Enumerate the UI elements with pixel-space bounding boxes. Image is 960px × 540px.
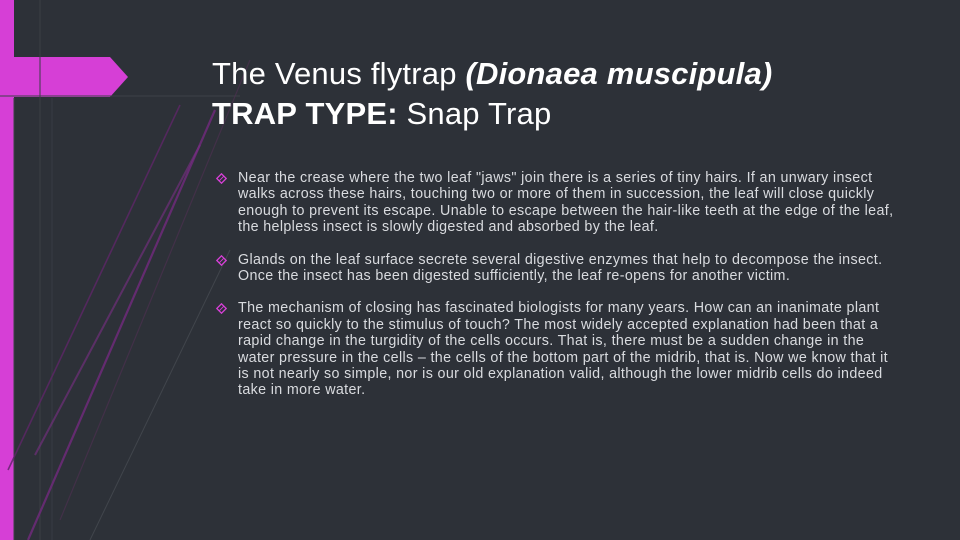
slide-title [212, 54, 912, 134]
bullet-text: The mechanism of closing has fascinated biologists for many years. How can an inanimate plant react so quickly to the stimulus of touch? The most widely accepted explanation had been that a rapid change in the turgidity of the cells occurs. That is, there must be a sudden change in the water pressure in the cells – the cells of the bottom part of the midrib, that is. Now we know that it is not nearly so simple, nor is our old explanation valid, although the lower midrib cells do indeed take in more water. [238, 300, 888, 399]
deco-diagonal-line [8, 105, 180, 470]
bullet-item [214, 252, 894, 285]
bullet-list [214, 170, 894, 415]
diamond-bullet-icon [216, 303, 227, 314]
bullet-item [214, 300, 894, 398]
title-line-2 [212, 94, 912, 134]
diamond-bullet-icon [216, 173, 227, 184]
title-common-name: The Venus flytrap [212, 56, 466, 91]
bullet-text: Near the crease where the two leaf "jaws" join there is a series of tiny hairs. If an unwary insect walks across these hairs, touching two or more of them in succession, the leaf will close quickly enough to prevent its escape. Unable to escape between the hair-like teeth at the edge of the leaf, the helpless insect is slowly digested and absorbed by the leaf. [238, 170, 894, 236]
bullet-item [214, 170, 894, 236]
deco-diagonal-line [35, 145, 200, 455]
trap-type-value: Snap Trap [397, 96, 552, 131]
bullet-text: Glands on the leaf surface secrete several digestive enzymes that help to decompose the insect. Once the insect has been digested sufficiently, the leaf re-opens for another victim. [238, 251, 883, 285]
trap-type-label: TRAP TYPE: [212, 96, 398, 131]
title-line-1 [212, 54, 912, 94]
title-scientific-name: (Dionaea muscipula) [465, 56, 773, 91]
diamond-bullet-icon [216, 255, 227, 266]
accent-arrow-banner [0, 57, 128, 97]
